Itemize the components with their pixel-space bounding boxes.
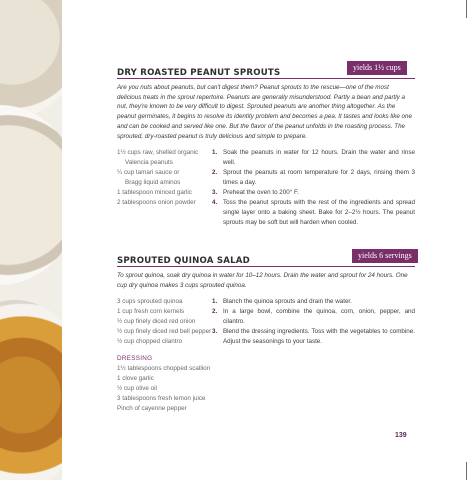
ingredient-item: Bragg liquid aminos xyxy=(125,179,181,186)
dressing-item: 1½ tablespoons chopped scallion xyxy=(117,365,211,372)
recipe-intro: Are you nuts about peanuts, but can't digest them? Peanut sprouts to the rescue—one of the most delicious treats in the sprout repertoire. Peanuts are generally misunderstood. Partly a bean and partly a nut, they're known to be very difficult to digest. Sprouted peanuts are another thing altogether. As the peanut germinates, it begins to resolve its identity problem and becomes a pea. It tastes and looks like one and can be cooked and served like one. But the flavor of the peanut unfolds in the roasting process. The sprouted, dry-roasted peanut is truly delicious and simple to prepare. xyxy=(117,84,412,140)
step-text: Soak the peanuts in water for 12 hours. Drain the water and rinse well. xyxy=(223,149,415,166)
instruction-step xyxy=(212,307,415,327)
raisin-bowl-image xyxy=(0,300,62,480)
grain-bowl-image xyxy=(0,105,62,285)
instruction-step xyxy=(212,297,415,307)
instruction-step xyxy=(212,168,415,188)
step-number: 1. xyxy=(212,298,218,305)
step-number: 3. xyxy=(212,328,218,335)
crop-mark-top xyxy=(466,0,467,18)
instruction-list xyxy=(212,148,415,228)
instruction-step xyxy=(212,327,415,347)
step-text: Blanch the quinoa sprouts and drain the water. xyxy=(223,298,352,305)
ingredient-item: Valencia peanuts xyxy=(125,159,173,166)
food-photo xyxy=(0,0,62,480)
dressing-item: 1 clove garlic xyxy=(117,375,154,382)
ingredient-item: ¼ cup tamari sauce or xyxy=(117,169,180,176)
yield-tag: yields 6 servings xyxy=(352,249,418,263)
quinoa-bowl-image xyxy=(0,0,62,120)
dressing-item: ½ cup olive oil xyxy=(117,385,157,392)
dressing-heading: DRESSING xyxy=(117,355,153,362)
instruction-list xyxy=(212,297,415,347)
ingredient-item: ½ cup finely diced red onion xyxy=(117,318,196,325)
ingredient-list xyxy=(117,297,212,414)
step-text: Sprout the peanuts at room temperature for 2 days, rinsing them 3 times a day. xyxy=(223,169,415,186)
title-rule xyxy=(117,266,415,267)
instruction-step xyxy=(212,148,415,168)
recipe-title: SPROUTED QUINOA SALAD xyxy=(117,256,250,266)
ingredient-item: 2 tablespoons onion powder xyxy=(117,199,196,206)
ingredient-item: 3 cups sprouted quinoa xyxy=(117,298,183,305)
dressing-item: 3 tablespoons fresh lemon juice xyxy=(117,395,206,402)
title-rule xyxy=(117,78,415,79)
ingredient-item: 1½ cups raw, shelled organic xyxy=(117,149,199,156)
step-number: 3. xyxy=(212,189,218,196)
instruction-step xyxy=(212,198,415,228)
step-text: Blend the dressing ingredients. Toss with the vegetables to combine. Adjust the seasonings to your taste. xyxy=(223,328,415,345)
ingredient-item: ½ cup finely diced red bell pepper xyxy=(117,328,212,335)
instruction-step xyxy=(212,188,415,198)
step-number: 2. xyxy=(212,308,218,315)
yield-tag: yields 1½ cups xyxy=(347,61,407,75)
ingredient-item: ½ cup chopped cilantro xyxy=(117,338,183,345)
page-number: 139 xyxy=(395,432,407,439)
crop-mark-bottom xyxy=(466,462,467,480)
step-number: 4. xyxy=(212,199,218,206)
ingredient-item: 1 cup fresh corn kernels xyxy=(117,308,185,315)
step-text: Preheat the oven to 200° F. xyxy=(223,189,299,196)
ingredient-item: 1 tablespoon minced garlic xyxy=(117,189,192,196)
step-number: 2. xyxy=(212,169,218,176)
step-text: In a large bowl, combine the quinoa, corn, onion, pepper, and cilantro. xyxy=(223,308,415,325)
recipe-title: DRY ROASTED PEANUT SPROUTS xyxy=(117,68,281,78)
dressing-item: Pinch of cayenne pepper xyxy=(117,405,187,412)
step-number: 1. xyxy=(212,149,218,156)
recipe-intro: To sprout quinoa, soak dry quinoa in water for 10–12 hours. Drain the water and sprout for 24 hours. One cup dry quinoa makes 3 cups sprouted quinoa. xyxy=(117,272,408,289)
step-text: Toss the peanut sprouts with the rest of the ingredients and spread single layer onto a baking sheet. Bake for 2–2½ hours. The peanut sprouts may be soft but will harden when cooled. xyxy=(223,199,415,226)
ingredient-list xyxy=(117,148,209,208)
